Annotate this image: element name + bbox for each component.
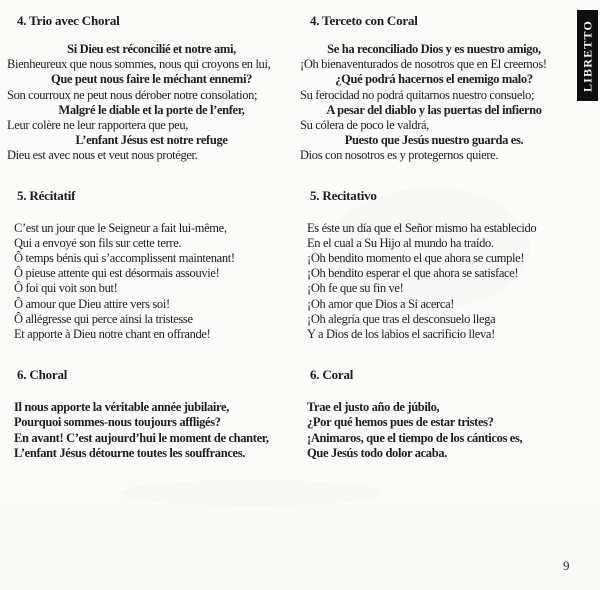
verse-line: Ô temps bénis qui s’accomplissent maintenant! — [14, 251, 235, 266]
column-french — [7, 13, 296, 461]
libretto-tab-label: LIBRETTO — [580, 19, 594, 92]
verse-line: L’enfant Jésus est notre refuge — [75, 133, 228, 148]
verse-line: Ô amour que Dieu attire vers soi! — [14, 296, 170, 311]
verse-line: Su ferocidad no podrá quitarnos nuestro consuelo; — [300, 87, 535, 102]
verse-line: Dieu est avec nous et veut nous protéger. — [7, 148, 198, 163]
page-number: 9 — [563, 558, 570, 573]
verse-line: Ô pieuse attente qui est désormais assouvie! — [14, 266, 220, 281]
verse-line: Si Dieu est réconcilié et notre ami, — [67, 42, 236, 56]
verse-line: ¡Oh bendito esperar el que ahora se satisface! — [307, 266, 519, 281]
stanza — [300, 42, 568, 164]
stanza — [300, 221, 568, 343]
libretto-section — [7, 13, 296, 164]
verse-line: C’est un jour que le Seigneur a fait lui-même, — [14, 220, 227, 235]
verse-line: Su cólera de poco le valdrá, — [300, 118, 430, 133]
verse-line: Que peut nous faire le méchant ennemi? — [50, 72, 253, 87]
section-heading: 5. Récitatif — [17, 187, 76, 203]
verse-line: A pesar del diablo y las puertas del infierno — [326, 102, 542, 117]
verse-line: Dios con nosotros es y protegernos quiere. — [300, 148, 499, 163]
verse-line: En el cual a Su Hijo al mundo ha traído. — [307, 235, 494, 250]
verse-line: Il nous apporte la véritable année jubilaire, — [14, 400, 229, 415]
libretto-section — [300, 367, 568, 461]
verse-line: Puesto que Jesús nuestro guarda es. — [344, 133, 524, 148]
verse-line: ¡Oh amor que Dios a Sí acerca! — [307, 296, 455, 311]
verse-line: Son courroux ne peut nous dérober notre consolation; — [7, 87, 258, 102]
libretto-section — [7, 367, 296, 461]
verse-line: Et apporte à Dieu notre chant en offrande! — [14, 327, 211, 342]
verse-line: ¿Por qué hemos pues de estar tristes? — [307, 415, 494, 430]
verse-line: En avant! C’est aujourd’hui le moment de chanter, — [14, 430, 269, 445]
stanza — [7, 400, 296, 461]
verse-line: Es éste un día que el Señor mismo ha establecido — [307, 220, 537, 235]
verse-line: Qui a envoyé son fils sur cette terre. — [14, 235, 182, 250]
verse-line: Leur colère ne leur rapportera que peu, — [7, 118, 189, 133]
verse-line: ¡Oh bendito momento el que ahora se cumple! — [307, 251, 525, 266]
verse-line: Trae el justo año de júbilo, — [307, 400, 440, 415]
verse-line: Bienheureux que nous sommes, nous qui croyons en lui, — [7, 57, 271, 72]
stanza — [7, 221, 296, 343]
libretto-tab — [577, 10, 598, 101]
section-heading: 5. Recitativo — [310, 187, 377, 203]
verse-line: Se ha reconciliado Dios y es nuestro amigo, — [327, 42, 541, 56]
verse-line: ¡Oh fe que su fin ve! — [307, 281, 404, 296]
verse-line: Malgré le diable et la porte de l’enfer, — [58, 102, 245, 117]
column-spanish — [300, 13, 568, 461]
verse-line: ¿Qué podrá hacernos el enemigo malo? — [335, 72, 533, 87]
libretto-section — [300, 188, 568, 343]
section-heading: 6. Coral — [310, 367, 354, 383]
libretto-section — [300, 13, 568, 164]
verse-line: Ô foi qui voit son but! — [14, 281, 118, 296]
section-heading: 4. Terceto con Coral — [310, 13, 418, 28]
verse-line: L’enfant Jésus détourne toutes les souffrances. — [14, 445, 245, 460]
verse-line: ¡Oh bienaventurados de nosotros que en El creemos! — [300, 57, 547, 72]
verse-line: Que Jesús todo dolor acaba. — [307, 445, 447, 460]
stanza — [7, 42, 296, 164]
verse-line: Pourquoi sommes-nous toujours affligés? — [14, 415, 221, 430]
libretto-section — [7, 188, 296, 343]
stanza — [300, 400, 568, 461]
verse-line: Y a Dios de los labios el sacrificio lleva! — [307, 327, 495, 342]
scan-smudge — [120, 480, 380, 506]
verse-line: Ô allégresse qui perce ainsi la tristesse — [14, 311, 193, 326]
verse-line: ¡Animaros, que el tiempo de los cánticos es, — [307, 430, 523, 445]
verse-line: ¡Oh alegría que tras el desconsuelo llega — [307, 311, 496, 326]
section-heading: 4. Trio avec Choral — [17, 13, 120, 28]
section-heading: 6. Choral — [17, 367, 68, 383]
